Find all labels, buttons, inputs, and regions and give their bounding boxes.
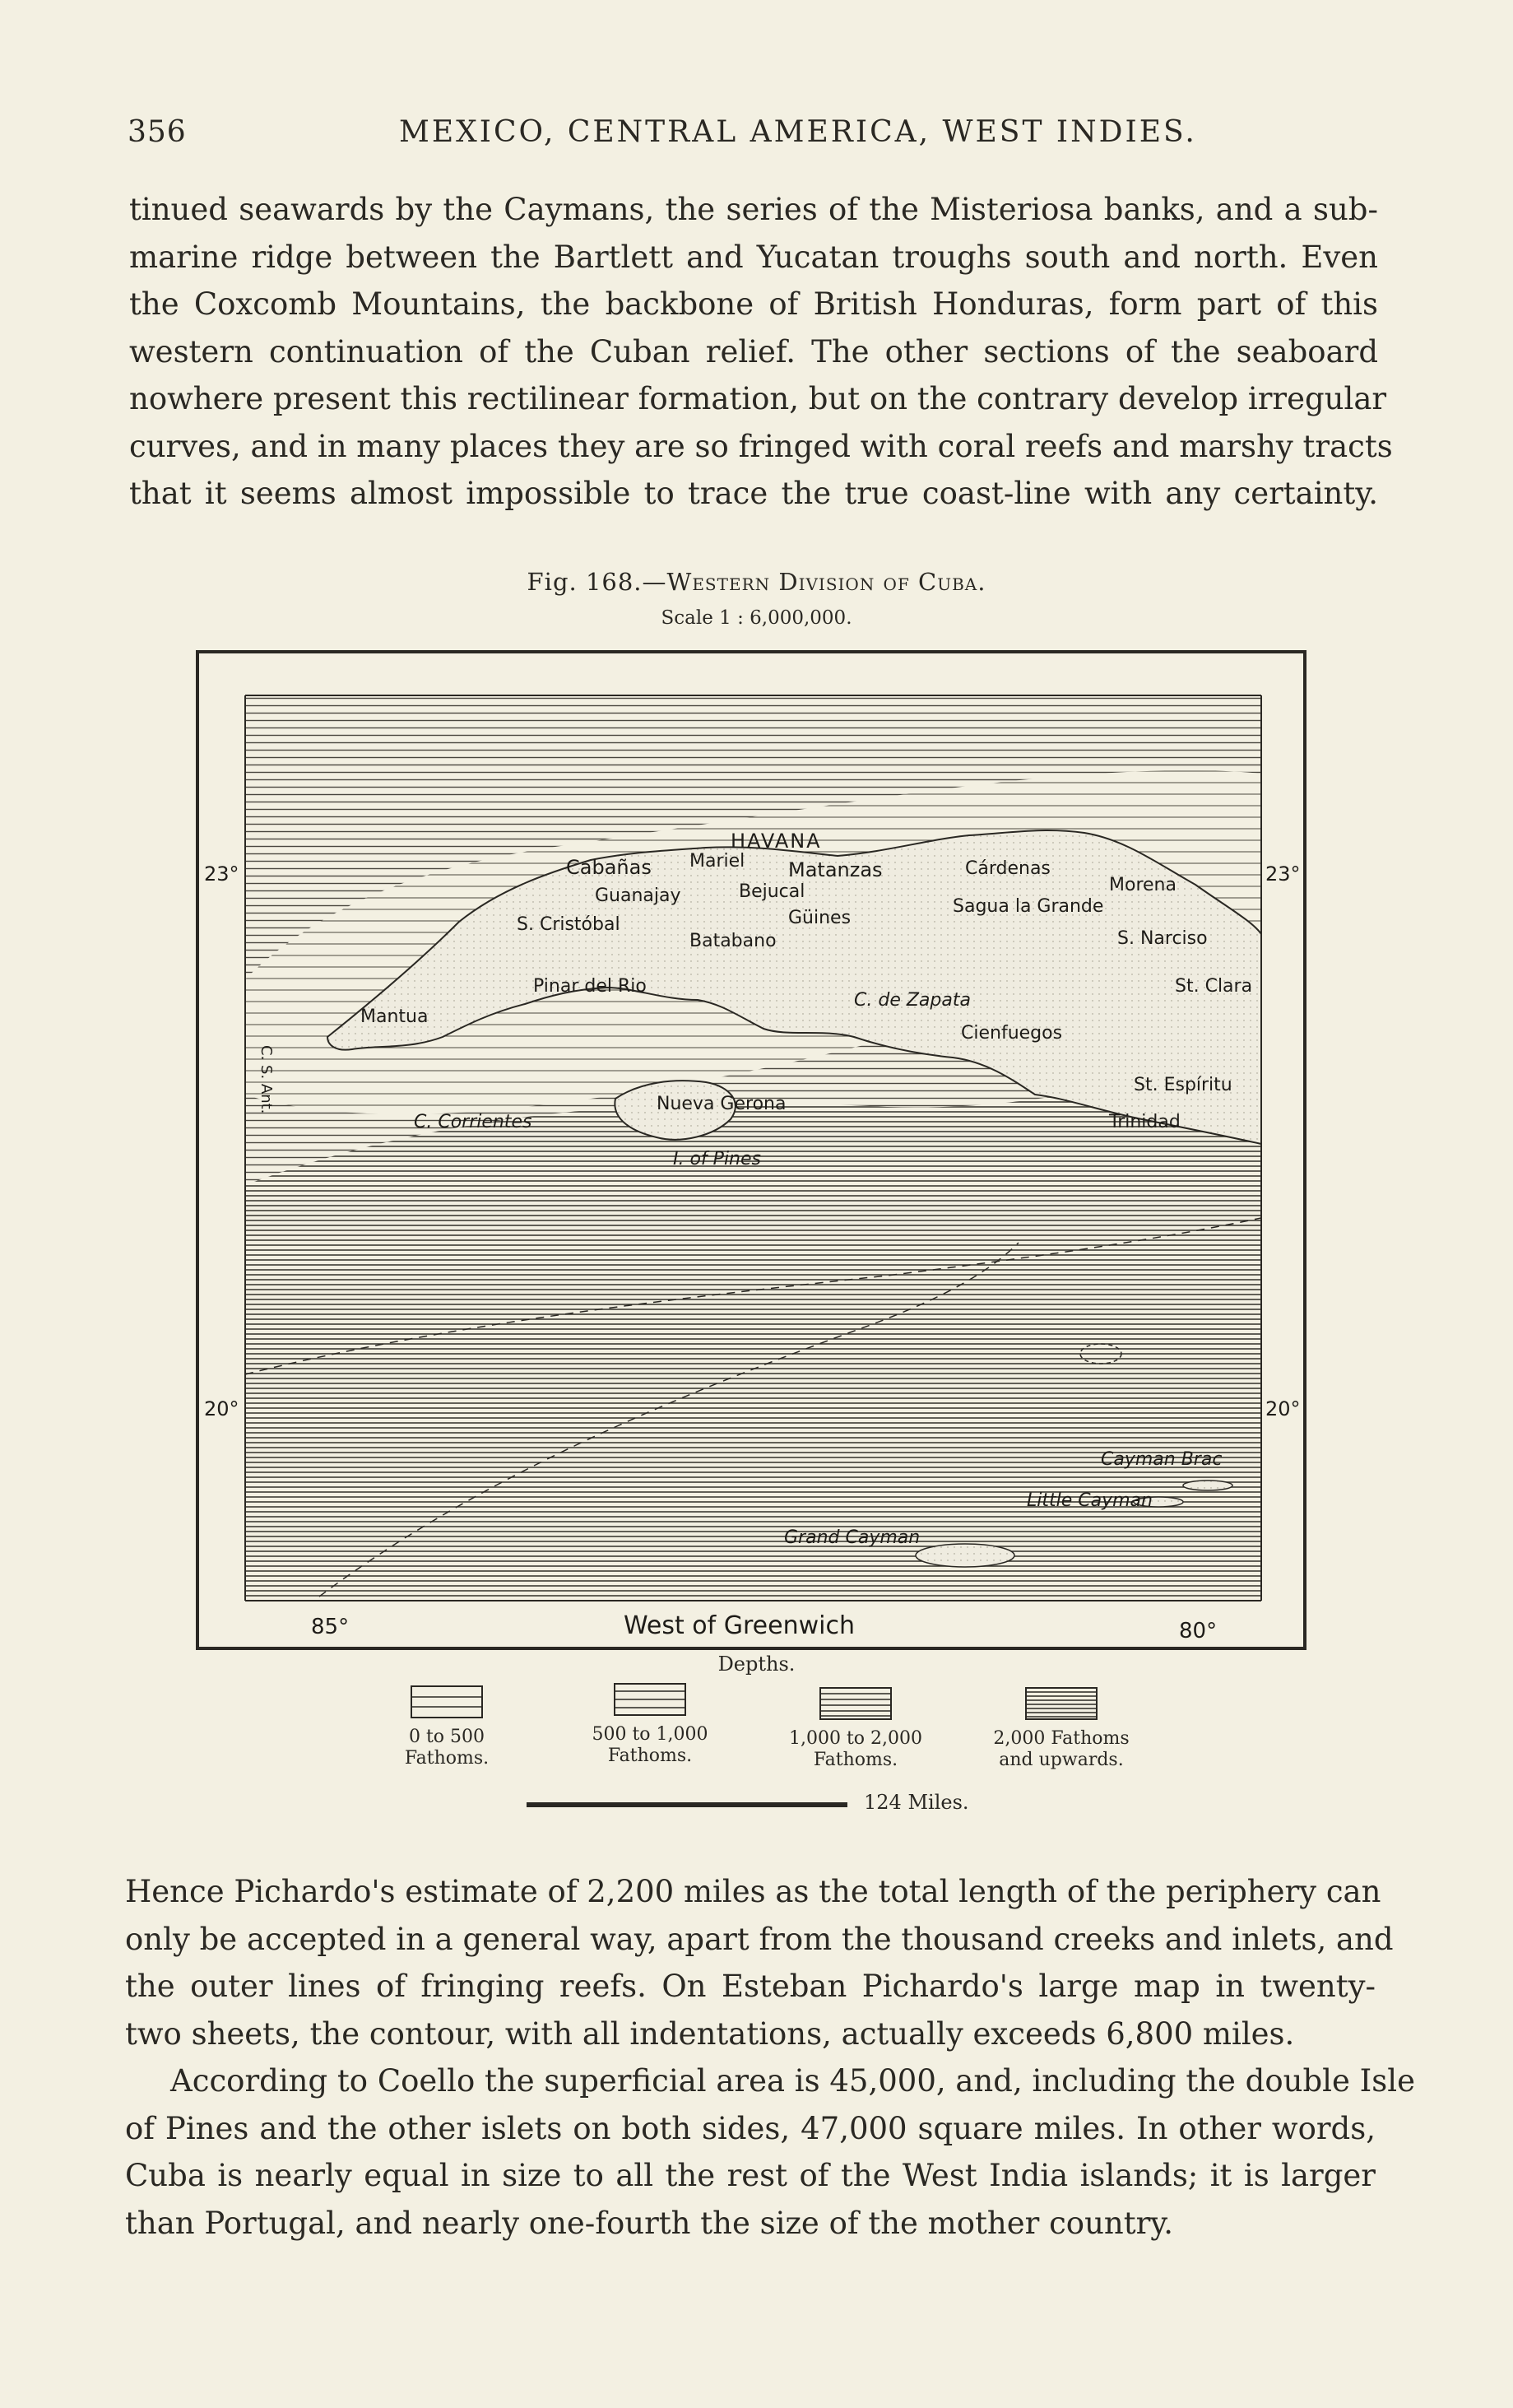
map-label-grand-cayman: Grand Cayman — [784, 1527, 921, 1548]
text-line: the Coxcomb Mountains, the backbone of British Honduras, form part of this — [129, 286, 1378, 322]
paragraph-1 — [129, 186, 1393, 518]
legend-swatch — [819, 1687, 892, 1720]
legend-line2: Fathoms. — [813, 1750, 898, 1770]
legend-line2: and upwards. — [999, 1750, 1124, 1770]
text-line: than Portugal, and nearly one-fourth the size of the mother country. — [125, 2205, 1174, 2241]
map-label-cardenas: Cárdenas — [965, 858, 1051, 879]
map-label-s-cristobal: S. Cristóbal — [517, 914, 620, 935]
legend-swatch — [411, 1685, 483, 1718]
map-label-little-cayman: Little Cayman — [1027, 1490, 1153, 1511]
figure-title-name: Western Division of Cuba. — [666, 568, 986, 596]
map-label-c-zapata: C. de Zapata — [854, 990, 971, 1011]
text-line: tinued seawards by the Caymans, the series of the Misteriosa banks, and a sub- — [129, 192, 1378, 227]
scale-bar — [527, 1802, 847, 1807]
text-line: the outer lines of fringing reefs. On Esteban Pichardo's large map in twenty- — [125, 1969, 1376, 2004]
legend-line2: Fathoms. — [404, 1748, 490, 1769]
map-label-cabanas: Cabañas — [566, 856, 652, 879]
legend-line1: 2,000 Fathoms — [993, 1728, 1130, 1749]
scale-bar-label: 124 Miles. — [864, 1791, 969, 1814]
paragraph-2 — [125, 1868, 1394, 2057]
map-label-lon-85: 85° — [311, 1615, 350, 1639]
figure-title-prefix: Fig. 168.— — [527, 568, 667, 596]
text-line: only be accepted in a general way, apart from the thousand creeks and inlets, and — [125, 1921, 1394, 1957]
legend-swatch — [614, 1683, 686, 1716]
map-label-cienfuegos: Cienfuegos — [961, 1023, 1063, 1044]
map-label-mantua: Mantua — [360, 1006, 429, 1027]
map-label-havana: HAVANA — [731, 830, 822, 853]
map-label-sagua: Sagua la Grande — [953, 896, 1104, 917]
legend-item-2000-plus — [963, 1687, 1160, 1771]
map-label-guines: Güines — [788, 908, 852, 928]
map-label-trinidad: Trinidad — [1109, 1112, 1181, 1132]
map-label-s-narciso: S. Narciso — [1117, 928, 1208, 949]
map-label-lat-20-right: 20° — [1265, 1397, 1301, 1420]
text-line: that it seems almost impossible to trace the true coast-line with any certainty. — [129, 476, 1378, 511]
text-line: two sheets, the contour, with all indentations, actually exceeds 6,800 miles. — [125, 2015, 1295, 2052]
map-label-lon-80: 80° — [1179, 1619, 1218, 1643]
legend-line1: 0 to 500 — [408, 1727, 485, 1747]
map-label-lat-23-right: 23° — [1265, 862, 1301, 886]
running-title: MEXICO, CENTRAL AMERICA, WEST INDIES. — [399, 115, 1197, 149]
paragraph-3 — [125, 2057, 1415, 2247]
map-label-matanzas: Matanzas — [788, 858, 883, 881]
map-label-nueva-gerona: Nueva Gerona — [657, 1094, 787, 1114]
legend-item-500-1000 — [551, 1683, 749, 1767]
map-label-cayman-brac: Cayman Brac — [1101, 1449, 1223, 1470]
text-line: marine ridge between the Bartlett and Yucatan troughs south and north. Even — [129, 239, 1378, 275]
text-line: Hence Pichardo's estimate of 2,200 miles as the total length of the periphery can — [125, 1874, 1381, 1909]
legend-item-1000-2000 — [757, 1687, 954, 1771]
text-line: Cuba is nearly equal in size to all the rest of the West India islands; it is larger — [125, 2158, 1376, 2193]
text-line: of Pines and the other islets on both sides, 47,000 square miles. In other words, — [125, 2110, 1376, 2146]
legend-item-0-500 — [348, 1685, 545, 1769]
map-label-sta-clara: St. Clara — [1175, 976, 1253, 997]
figure-scale: Scale 1 : 6,000,000. — [661, 607, 852, 629]
map-label-c-corrientes: C. Corrientes — [414, 1112, 532, 1132]
map-label-cabo-san-antonio: C. S. Ant. — [258, 1045, 275, 1114]
map-label-sti-espiritu: St. Espíritu — [1134, 1075, 1232, 1095]
legend-swatch — [1025, 1687, 1098, 1720]
map-label-mariel: Mariel — [689, 851, 745, 872]
map-label-west-of-greenwich: West of Greenwich — [624, 1611, 855, 1640]
text-line: According to Coello the superficial area is 45,000, and, including the double Isle — [170, 2063, 1415, 2099]
map-label-of-pines: I. of Pines — [673, 1149, 761, 1169]
map-label-batabano: Batabano — [689, 931, 777, 951]
map-label-bejucal: Bejucal — [739, 881, 805, 902]
text-line: western continuation of the Cuban relief. The other sections of the seaboard — [129, 333, 1378, 370]
map-label-guanajay: Guanajay — [595, 886, 681, 906]
map-label-pinar: Pinar del Rio — [533, 976, 647, 997]
map-label-lat-20-left: 20° — [204, 1397, 239, 1420]
legend-line2: Fathoms. — [607, 1746, 693, 1766]
depths-label: Depths. — [717, 1653, 796, 1676]
map-western-cuba — [196, 650, 1306, 1650]
legend-line1: 500 to 1,000 — [592, 1724, 708, 1745]
map-label-lat-23-left: 23° — [204, 862, 239, 886]
figure-title — [0, 568, 1513, 596]
map-label-morena: Morena — [1109, 875, 1177, 895]
text-line: nowhere present this rectilinear formation, but on the contrary develop irregular — [129, 381, 1387, 416]
text-line: curves, and in many places they are so fringed with coral reefs and marshy tracts — [129, 428, 1393, 464]
page-number: 356 — [128, 115, 187, 149]
grand-cayman-island — [916, 1544, 1014, 1567]
legend-line1: 1,000 to 2,000 — [788, 1728, 923, 1749]
cayman-brac-island — [1183, 1481, 1232, 1490]
